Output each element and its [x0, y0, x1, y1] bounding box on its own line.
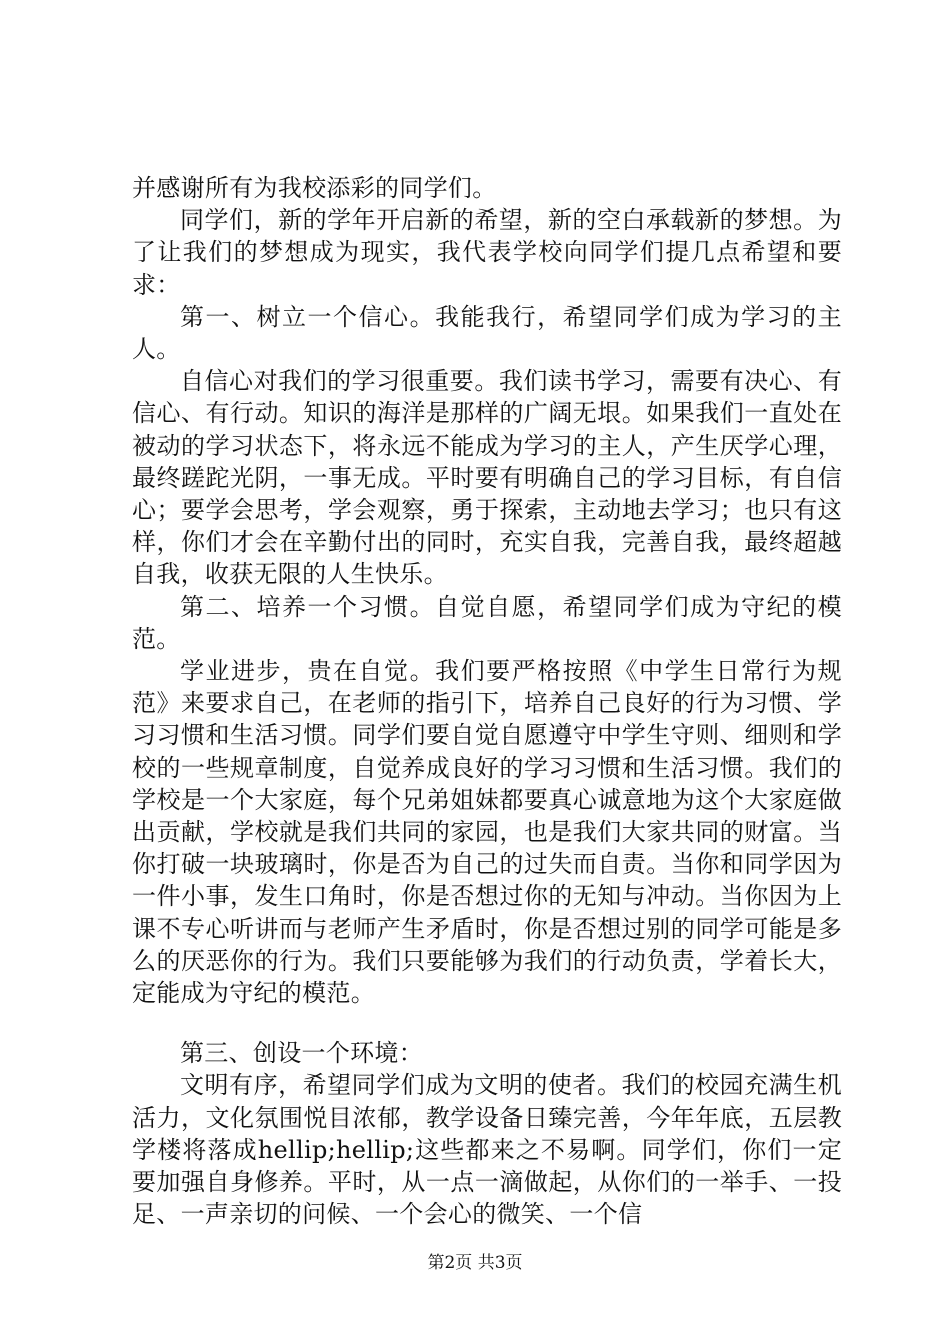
paragraph-point-three-body: 文明有序，希望同学们成为文明的使者。我们的校园充满生机活力，文化氛围悦目浓郁，教学设备日臻完善，今年年底，五层教学楼将落成hellip;hellip;这些都来之不易啊。同学们，你们一定要加强自身修养。平时，从一点一滴做起，从你们的一举手、一投足、一声亲切的问候、一个会心的微笑、一个信	[132, 1071, 842, 1229]
document-body	[132, 172, 842, 1231]
paragraph-point-three-heading: 第三、创设一个环境：	[180, 1039, 423, 1068]
paragraph-point-two-body: 学业进步，贵在自觉。我们要严格按照《中学生日常行为规范》来要求自己，在老师的指引下，培养自己良好的行为习惯、学习习惯和生活习惯。同学们要自觉自愿遵守中学生守则、细则和学校的一些规章制度，自觉养成良好的学习习惯和生活习惯。我们的学校是一个大家庭，每个兄弟姐妹都要真心诚意地为这个大家庭做出贡献，学校就是我们共同的家园，也是我们大家共同的财富。当你打破一块玻璃时，你是否为自己的过失而自责。当你和同学因为一件小事，发生口角时，你是否想过你的无知与冲动。当你因为上课不专心听讲而与老师产生矛盾时，你是否想过别的同学可能是多么的厌恶你的行为。我们只要能够为我们的行动负责，学着长大，定能成为守纪的模范。	[132, 657, 842, 1008]
paragraph-continuation: 并感谢所有为我校添彩的同学们。	[132, 174, 497, 202]
paragraph-intro: 同学们，新的学年开启新的希望，新的空白承载新的梦想。为了让我们的梦想成为现实，我代表学校向同学们提几点希望和要求：	[132, 206, 842, 299]
paragraph-point-one-body: 自信心对我们的学习很重要。我们读书学习，需要有决心、有信心、有行动。知识的海洋是那样的广阔无垠。如果我们一直处在被动的学习状态下，将永远不能成为学习的主人，产生厌学心理，最终蹉跎光阴，一事无成。平时要有明确自己的学习目标，有自信心；要学会思考，学会观察，勇于探索，主动地去学习；也只有这样，你们才会在辛勤付出的同时，充实自我，完善自我，最终超越自我，收获无限的人生快乐。	[132, 367, 842, 589]
paragraph-point-one-heading: 第一、树立一个信心。我能我行，希望同学们成为学习的主人。	[132, 302, 842, 364]
page-footer: 第2页 共3页	[427, 1253, 523, 1273]
paragraph-point-two-heading: 第二、培养一个习惯。自觉自愿，希望同学们成为守纪的模范。	[132, 592, 842, 653]
